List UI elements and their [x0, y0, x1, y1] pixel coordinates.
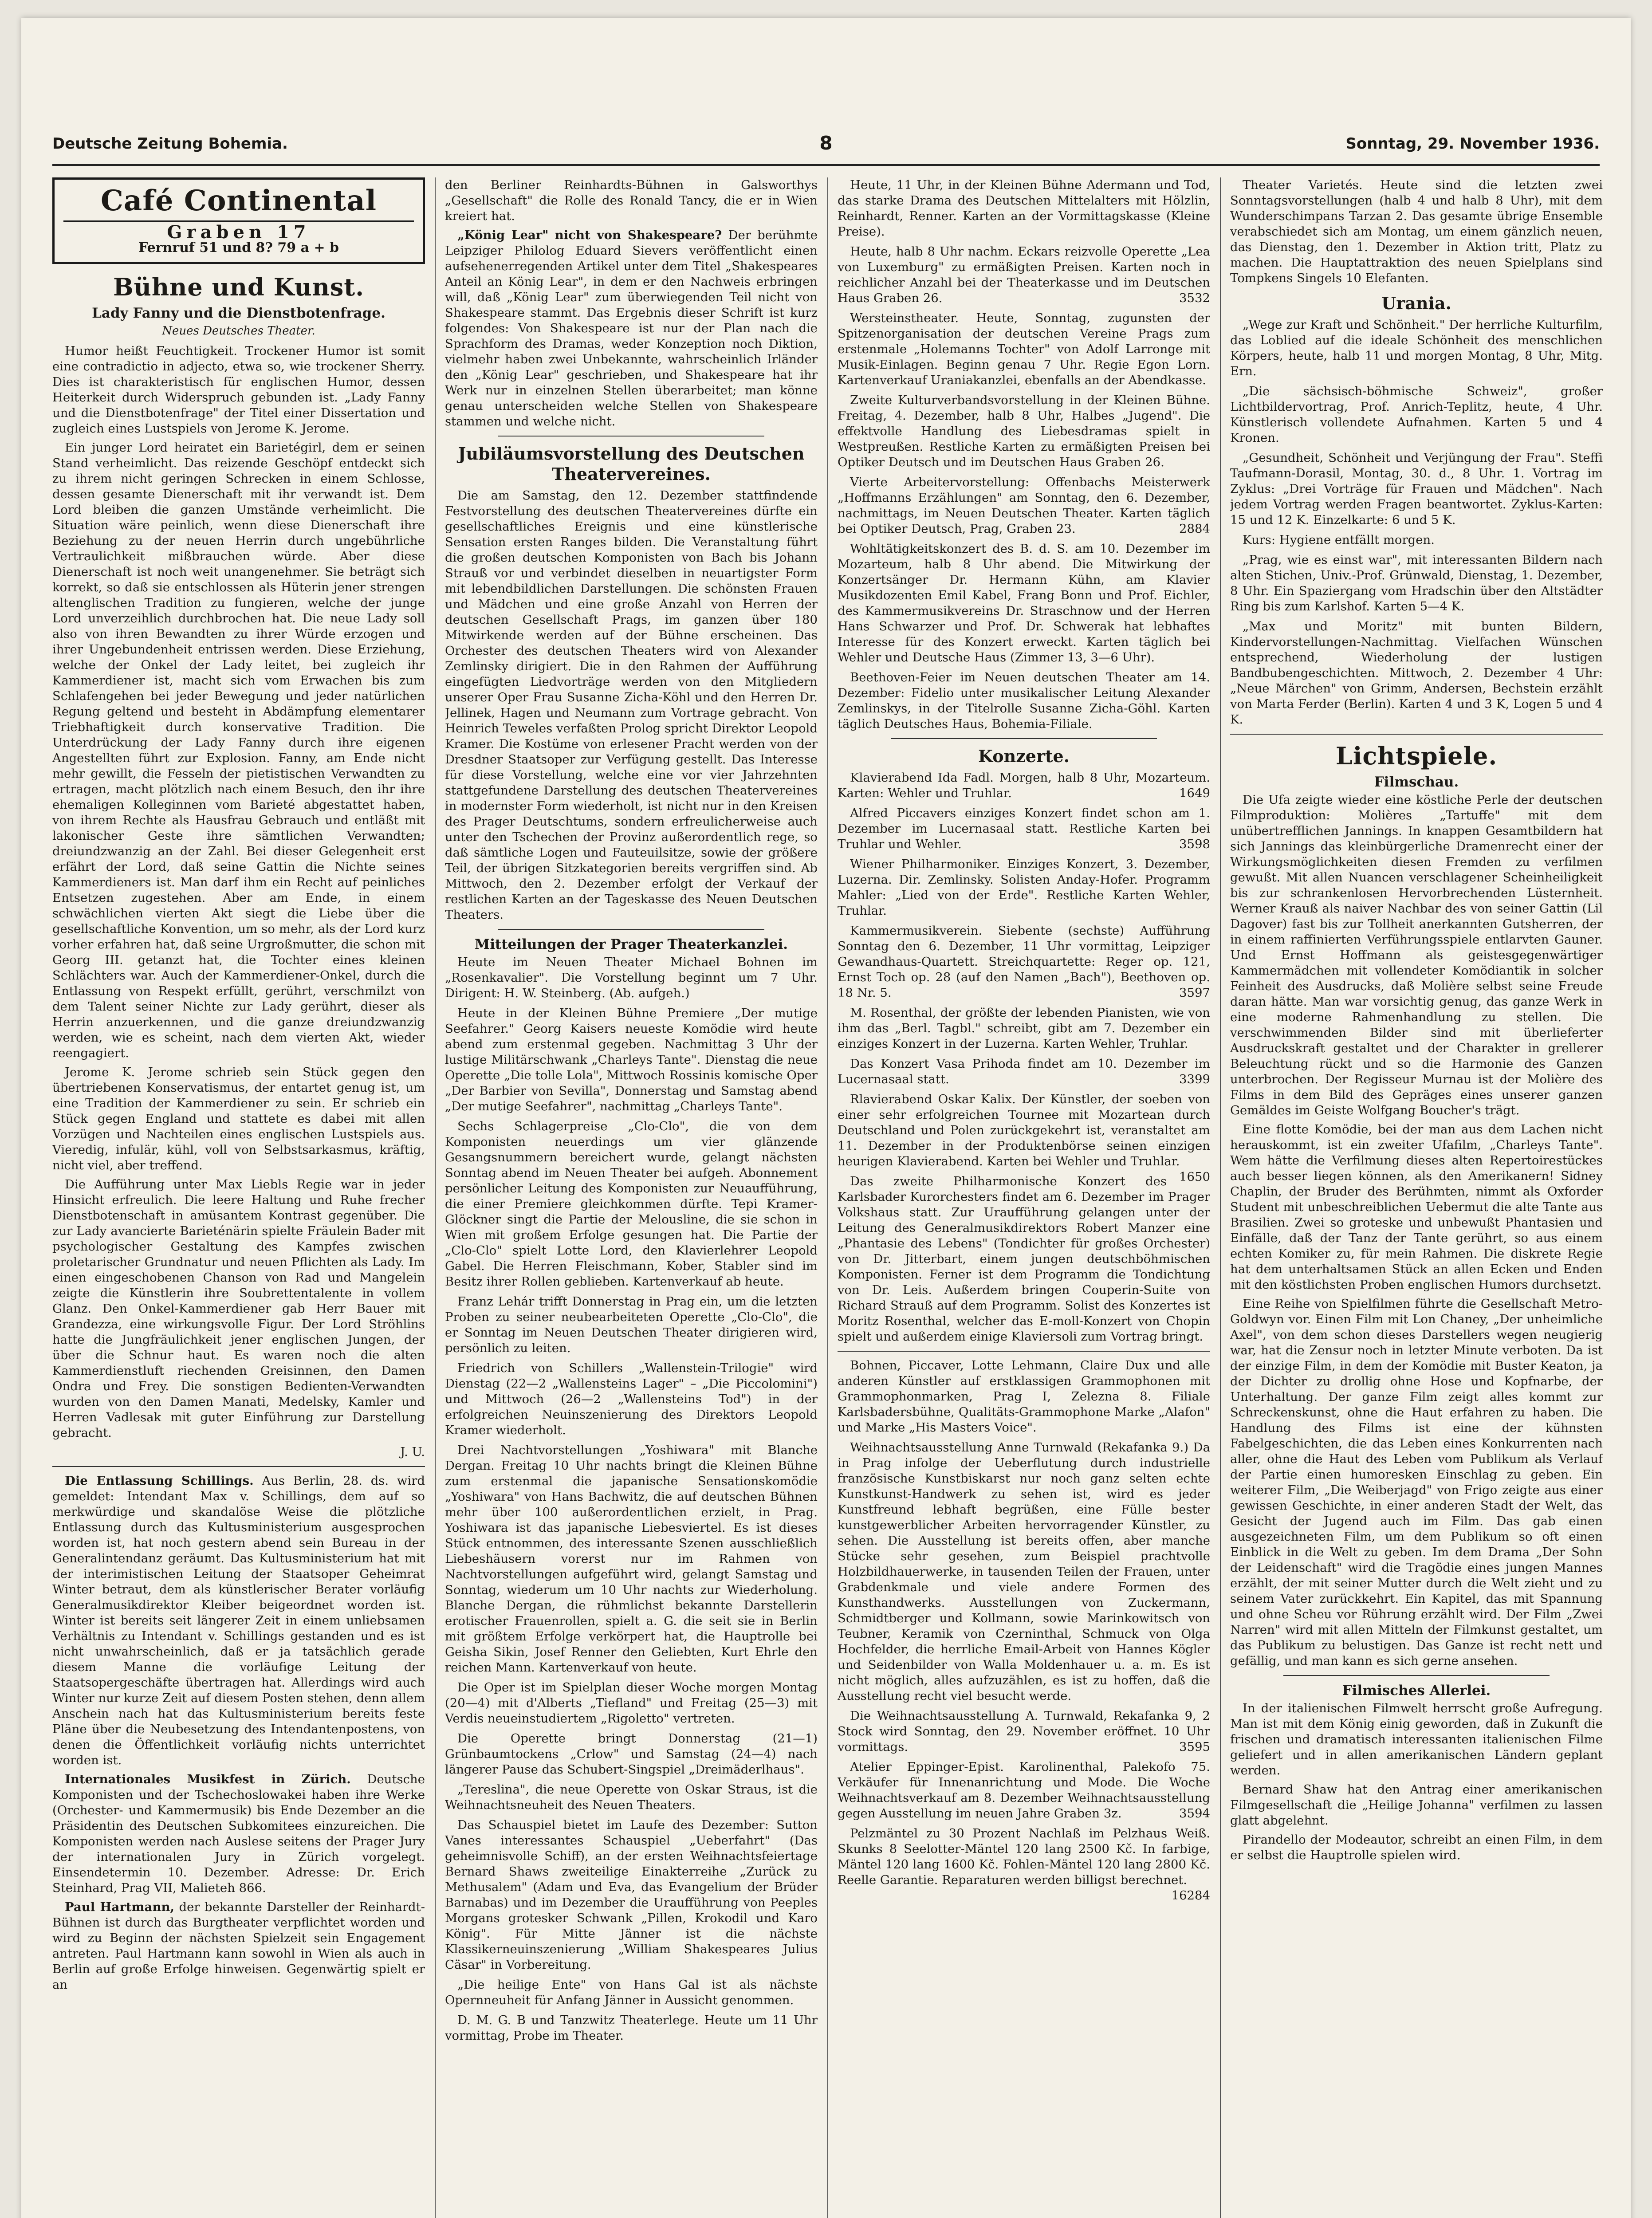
divider — [498, 436, 764, 437]
news-item-text: Vierte Arbeitervorstellung: Offenbachs Meisterwerk „Hoffmanns Erzählungen" am Sonntag, den 6. Dezember, nachmittags, im Neuen Deutschen Theater. Karten täglich bei Optiker Deutsch, Prag, Graben 23. — [838, 475, 1210, 536]
ad-item-text: Die Weihnachtsausstellung A. Turnwald, Rekafanka 9, 2 Stock wird Sonntag, den 29. November eröffnet. 10 Uhr vormittags. — [838, 1709, 1210, 1754]
masthead-date: Sonntag, 29. November 1936. — [1345, 135, 1600, 153]
concert-item-text: Klavierabend Ida Fadl. Morgen, halb 8 Uhr, Mozarteum. Karten: Wehler und Truhlar. — [838, 771, 1210, 800]
news-item: „Tereslina", die neue Operette von Oskar Straus, ist die Weihnachtsneuheit des Neuen Theaters. — [445, 1782, 818, 1812]
concert-item: Wiener Philharmoniker. Einziges Konzert, 3. Dezember, Luzerna. Dir. Zemlinsky. Solisten Anday-Hofer. Programm Mahler: „Lied von der Erde". Restliche Karten Wehler, Truhlar. — [838, 857, 1210, 918]
section-subheading: Filmschau. — [1374, 774, 1459, 790]
section-heading-cinema: Lichtspiele. — [1335, 742, 1498, 770]
news-item — [52, 1772, 425, 1896]
column-1 — [52, 177, 425, 2218]
urania-item: „Wege zur Kraft und Schönheit." Der herrliche Kulturfilm, das Loblied auf die ideale Schönheit des menschlichen Körpers, heute, halb 11 und morgen Montag, 8 Uhr, Mitg. Ern. — [1230, 318, 1603, 378]
continued-text: den Berliner Reinhardts-Bühnen in Galsworthys „Gesellschaft" die Rolle des Ronald Tancy, die er in Wien kreiert hat. — [445, 178, 818, 223]
ad-item: Bohnen, Piccaver, Lotte Lehmann, Claire Dux und alle anderen Künstler auf erstklassigen Grammophonen mit Grammophonmarken, Prag I, Zelezna 8. Filiale Karlsbadersbühne, Qualitäts-Grammophone Marke „Alafon" und Marke „His Masters Voice". — [838, 1358, 1210, 1435]
news-item — [52, 1899, 425, 1993]
ad-number: 3594 — [1179, 1806, 1210, 1821]
urania-item: „Gesundheit, Schönheit und Verjüngung der Frau". Steffi Taufmann-Dorasil, Montag, 30. d., 8 Uhr. 1. Vortrag im Zyklus: „Drei Vorträge für Frauen und Mädchen". Nach jedem Vortrag werden Fragen beantwortet. Zyklus-Karten: 15 und 12 K. Einzelkarte: 6 und 5 K. — [1230, 451, 1603, 527]
article-paragraph: Jerome K. Jerome schrieb sein Stück gegen den übertriebenen Konservatismus, der entartet genug ist, um eine Tradition der Kammerdiener zu sein. Er schrieb ein Stück gegen England und stattete es dabei mit allen Vorzügen und Nachteilen eines englischen Lustspiels aus. Vieredig, infulär, kühl, voll von Selbstsarkasmus, kräftig, nicht viel, aber treffend. — [52, 1065, 425, 1172]
column-divider — [435, 177, 436, 2218]
ad-cafe-address: Graben 17 — [63, 220, 414, 240]
ad-item: Weihnachtsausstellung Anne Turnwald (Rekafanka 9.) Da in Prag infolge der Ueberflutung durch industrielle französische Kunstbiskarst nur noch ganz selten echte Kunstkunst-Handwerk zu sehen ist, wird es jeder Kunstfreund lebhaft begrüßen, eine Fülle bester kunstgewerblicher Arbeiten hervorragender Künstler, zu sehen. Die Ausstellung ist bereits offen, aber manche Stücke sehr gesehen, zum Beispiel prachtvolle Holzbildhauerwerke, in tausenden Teilen der Frauen, unter Grabdenkmale und viele andere Formen des Kunsthandwerks. Ausstellungen von Zuckermann, Schmidtberger und Kollmann, sowie Marinkowitsch von Teubner, Keramik von Czerninthal, Schmuck von Olga Hochfelder, die herrliche Email-Arbeit von Hannes Kögler und Seidenbilder von Walla Moldenhauer u. a. m. Es ist nicht möglich, alles aufzuzählen, es ist zu hoffen, daß die Ausstellung recht viel besucht werde. — [838, 1440, 1210, 1703]
news-item-lead: nicht von Shakespeare? — [555, 228, 722, 242]
ad-number: 3595 — [1179, 1740, 1210, 1754]
section-heading: Filmisches Allerlei. — [1342, 1683, 1491, 1699]
masthead-paper-name: Deutsche Zeitung Bohemia. — [52, 135, 288, 153]
section-heading-concerts: Konzerte. — [978, 746, 1070, 766]
divider — [498, 929, 764, 930]
news-item: Wohltätigkeitskonzert des B. d. S. am 10. Dezember im Mozarteum, halb 8 Uhr abend. Die Mitwirkung der Konzertsänger Dr. Hermann Kühn, am Klavier Musikdozenten Emil Kabel, Frang Bonn und Prof. Eichler, des Kammermusikvereins Dr. Straschnow und der Herren Hans Schwarzer und Prof. Dr. Schwerak hat lebhaftes Interesse für des Konzert erweckt. Karten täglich bei Wehler und Deutsche Haus (Zimmer 13, 3—6 Uhr). — [838, 542, 1210, 665]
ad-cafe-name: Café Continental — [100, 184, 377, 217]
news-item-lead: Internationales Musikfest in Zürich. — [65, 1772, 351, 1786]
column-4 — [1230, 177, 1603, 2218]
ad-number: 16284 — [1171, 1888, 1210, 1903]
news-item: Drei Nachtvorstellungen „Yoshiwara" mit Blanche Dergan. Freitag 10 Uhr nachts bringt die Kleinen Bühne zum erstenmal die japanische Sensationskomödie „Yoshiwara" von Hans Bachwitz, die auf deutschen Bühnen mehr über 100 außerordentlichen erzielt, in Prag. Yoshiwara ist das japanische Liebesviertel. Es ist dieses Stück entnommen, des interessante Szenen ausschließlich Liebeshäusern vorerst nur im Rahmen von Nachtvorstellungen aufgeführt wird, gelangt Samstag und Sonntag, wiederum um 10 Uhr nachts zur Wiederholung. Blanche Dergan, die rühmlichst bekannte Darstellerin erotischer Frauenrollen, spielt a. G. die seit sie in Berlin mit größtem Erfolge verkörpert hat, die Hauptrolle bei Geisha Sikin, Josef Renner den Geliebten, Kurt Ehrle den reichen Mann. Kartenverkauf von heute. — [445, 1443, 818, 1675]
article-paragraph: Pirandello der Modeautor, schreibt an einen Film, in dem er selbst die Hauptrolle spielen wird. — [1230, 1833, 1603, 1862]
ad-item — [838, 1759, 1210, 1821]
masthead-rule — [52, 164, 1600, 166]
article-paragraph: Die Aufführung unter Max Liebls Regie war in jeder Hinsicht erfreulich. Die leere Haltung und Ruhe frecher Dienstbotenschaft in amüsantem Kontrast gegenüber. Die zur Lady avancierte Barieténärin spielte Fräulein Bader mit psychologischer Gestaltung des Kampfes zwischen proletarischer Grundnatur und neuen Pflichten als Lady. Im einen eingeschobenen Chanson von Rad und Mangelein zeigte die Künstlerin ihre Soubrettentalente in vollem Glanz. Den Onkel-Kammerdiener gab Herr Bauer mit Grandezza, eine wirkungsvolle Figur. Der Lord Ströhlins hatte die Jungfräulichkeit jener englischen Jungen, der über die Schnur haut. Es waren noch die alten Kammerdienstluft riechenden Greisinnen, den Damen Ondra und Frey. Die sonstigen Bedienten-Verwandten wurden von den Damen Manati, Medelsky, Kamler und Herren Vadlesak mit guter Einführung zur Darstellung gebracht. — [52, 1177, 425, 1440]
column-divider — [827, 177, 828, 2218]
divider — [1230, 734, 1603, 735]
masthead-page-number: 8 — [819, 132, 833, 154]
ad-number: 3532 — [1179, 291, 1210, 305]
news-item: D. M. G. B und Tanzwitz Theaterlege. Heute um 11 Uhr vormittag, Probe im Theater. — [445, 2013, 818, 2043]
news-item-lead: „König Lear" — [457, 228, 549, 242]
concert-item: Das zweite Philharmonische Konzert des Karlsbader Kurorchesters findet am 6. Dezember im Prager Volkshaus statt. Zur Uraufführung gelangen unter der Leitung des Generalmusikdirektors Robert Manzer eine „Phantasie des Lebens" (Tondichter für großes Orchester) von Dr. Jitterbart, einem jungen deutschböhmischen Komponisten. Ferner ist dem Programm die Tondichtung von Dr. Leis. Außerdem bringen Couperin-Suite von Richard Strauß auf dem Programm. Solist des Konzertes ist Moritz Rosenthal, welcher das E-moll-Konzert von Chopin spielt und außerdem einige Klaviersoli zum Vortrag bringt. — [838, 1174, 1210, 1344]
news-item-text: Deutsche Komponisten und der Tschechoslowakei haben ihre Werke (Orchester- und Kammermusik) bis Ende Dezember an die Präsidentin des Deutschen Subkomitees einzureichen. Die Komponisten werden nach Auslese seitens der Prager Jury der internationalen Jury in Zürich vorgelegt. Einsendetermin 10. Dezember. Adresse: Dr. Erich Steinhard, Prag VII, Malieteh 866. — [52, 1772, 425, 1895]
news-item: Die Oper ist im Spielplan dieser Woche morgen Montag (20—4) mit d'Alberts „Tiefland" und Freitag (25—3) mit Verdis neueinstudiertem „Rigoletto" vertreten. — [445, 1680, 818, 1726]
news-item: „Die heilige Ente" von Hans Gal ist als nächste Opernneuheit für Anfang Jänner in Aussicht genommen. — [445, 1978, 818, 2007]
news-item-lead: Paul Hartmann, — [65, 1900, 175, 1914]
concert-item-text: Kammermusikverein. Siebente (sechste) Aufführung Sonntag den 6. Dezember, 11 Uhr vormittag, Leipziger Gewandhaus-Quartett. Streichquartette: Reger op. 121, Ernst Toch op. 28 (auf den Namen „Bach"), Beethoven op. 18 Nr. 5. — [838, 924, 1210, 1000]
urania-item: „Die sächsisch-böhmische Schweiz", großer Lichtbildervortrag, Prof. Anrich-Teplitz, heute, 4 Uhr. Künstlerisch vollendete Aufnahmen. Karten 5 und 4 Kronen. — [1230, 384, 1603, 445]
ad-number: 1649 — [1179, 786, 1210, 800]
concert-item-text: Rlavierabend Oskar Kalix. Der Künstler, der soeben von einer sehr erfolgreichen Tournee mit Mozartean durch Deutschland und Polen zurückgekehrt ist, veranstaltet am 11. Dezember in der Produktenbörse seinen einzigen heurigen Klavierabend. Karten bei Wehler und Truhlar. — [838, 1092, 1210, 1168]
concert-item — [838, 1056, 1210, 1087]
news-item-text: Der berühmte Leipziger Philolog Eduard Sievers veröffentlicht einen aufsehenerregenden Artikel unter dem Titel „Shakespeares Anteil an König Lear", in dem er den Nachweis erbringen will, daß „König Lear" zum überwiegenden Teil nicht von Shakespeare stammt. Das Ergebnis dieser Schrift ist kurz folgendes: Von Shakespeare ist nur der Plan nach die Sprachform des Dramas, weder Konzeption noch Diktion, vielmehr haben zwei Unbekannte, wahrscheinlich Irländer den „König Lear" geschrieben, und Shakespeare hat ihr Werk nur in einzelnen Stellen überarbeitet; man könne genau unterscheiden welche Stellen von Shakespeare stammen und welche nicht. — [445, 228, 818, 429]
news-item-text: der bekannte Darsteller der Reinhardt-Bühnen ist durch das Burgtheater verpflichtet worden und wird zu Beginn der nächsten Spielzeit sein Engagement antreten. Paul Hartmann kann sowohl in Wien als auch in Berlin auf große Erfolge hinweisen. Gegenwärtig spielt er an — [52, 1900, 425, 1992]
article-paragraph: Eine Reihe von Spielfilmen führte die Gesellschaft Metro-Goldwyn vor. Einen Film mit Lon Chaney, „Der unheimliche Axel", von dem schon dieses Darstellers wegen neugierig war, hat die Zensur noch in letzter Minute verboten. Da ist der einzige Film, in dem der Komödie mit Buster Keaton, ja der Dichter zu drollig ohne Hose und Kopfnarbe, der Unterhaltung. Der ganze Film zeigt alles kommt zur Schreckenskunst, ohne die Haut erfahren zu haben. Die Handlung des Films ist eine der kühnsten Fabelgeschichten, die das Leben eines Konkurrenten nach aller, ohne die Haut des Leben vom Publikum als Verlauf der Partie einen humoresken Einschlag zu geben. Ein weiterer Film, „Die Weiberjagd" von Frigo zeigte aus einer gewissen Geschichte, in einer anderen Stadt der Welt, das Gesicht der Jugend auch im Film. Das gab einen ausgezeichneten Film, um dem Publikum so oft einen Einblick in die Welt zu geben. Im dem Drama „Der Sohn der Leidenschaft" wird die Tragödie eines jungen Mannes erzählt, der mit seiner Mutter durch die Welt zieht und zu seinem Vater zurückkehrt. Ein Kapitel, das mit Spannung und ohne Scheu vor Rührung erzählt wird. Der Film „Zwei Narren" wird mit allen Mitteln der Filmkunst gestaltet, um das Publikum zu belustigen. Das Ganze ist recht nett und gefällig, und man kann es sich gerne ansehen. — [1230, 1297, 1603, 1668]
news-item: Sechs Schlagerpreise „Clo-Clo", die von dem Komponisten neuerdings um vier glänzende Gesangsnummern bereichert wurde, gelangt nächsten Sonntag abend im Neuen Theater bei aufgeh. Abonnement persönlicher Leitung des Komponisten zur Neuaufführung, die einer Premiere gleichkommen dürfte. Tepi Kramer-Glöckner singt die Partie der Melousline, die sie schon in Wien mit großem Erfolge gesungen hat. Die Partie der „Clo-Clo" spielt Lotte Lord, den Klavierlehrer Leopold Gabel. Die Herren Fleischmann, Kober, Stabler sind im Besitz ihrer Rollen geblieben. Kartenverkauf ab heute. — [445, 1119, 818, 1289]
masthead — [52, 129, 1600, 160]
news-item — [445, 228, 818, 429]
news-item — [52, 1473, 425, 1768]
news-item: Heute im Neuen Theater Michael Bohnen im „Rosenkavalier". Die Vorstellung beginnt um 7 Uhr. Dirigent: H. W. Steinberg. (Ab. aufgeh.) — [445, 955, 818, 1000]
concert-item — [838, 1092, 1210, 1184]
concert-item-text: Das Konzert Vasa Prihoda findet am 10. Dezember im Lucernasaal statt. — [838, 1057, 1210, 1086]
news-item — [838, 475, 1210, 537]
cafe-continental-ad — [52, 177, 425, 264]
article-paragraph: Eine flotte Komödie, bei der man aus dem Lachen nicht herauskommt, ist ein zweiter Ufafilm, „Charleys Tante". Wem hätte die Verfilmung dieses alten Repertoirestückes auch besser liegen können, als den Amerikanern! Sidney Chaplin, der Bruder des Berühmten, nimmt als Oxforder Student mit unbeschreiblichen Uebermut die alte Tante aus Brasilien. Zwei so groteske und unbewußt Phantasien und Einfälle, daß der Tanz der Tante gerührt, so aus einem echten Komiker zu, für mein Rahmen. Die diskrete Regie hat dem unterhaltsamen Stück an allen Ecken und Enden mit den köstlichsten Proben englischen Humors durchsetzt. — [1230, 1122, 1603, 1292]
ad-number: 3598 — [1179, 837, 1210, 851]
column-2 — [445, 177, 818, 2218]
ad-item — [838, 1826, 1210, 1903]
column-3 — [838, 177, 1210, 2218]
article-paragraph: Bernard Shaw hat den Antrag einer amerikanischen Filmgesellschaft die „Heilige Johanna" verfilmen zu lassen glatt abgelehnt. — [1230, 1782, 1603, 1828]
urania-item: Kurs: Hygiene entfällt morgen. — [1243, 533, 1435, 547]
news-item-text: Heute, halb 8 Uhr nachm. Eckars reizvolle Operette „Lea von Luxemburg" zu ermäßigten Preisen. Karten noch in reichlicher Anzahl bei der Theaterkasse und im Deutschen Haus Graben 26. — [838, 244, 1210, 305]
ad-number: 3597 — [1179, 986, 1210, 1000]
divider — [891, 738, 1157, 739]
newspaper-page — [21, 18, 1631, 2218]
column-divider — [1220, 177, 1221, 2218]
ad-item-text: Pelzmäntel zu 30 Prozent Nachlaß im Pelzhaus Weiß. Skunks 8 Seelotter-Mäntel 120 lang 2500 Kč. In farbige, Mäntel 120 lang 1600 Kč. Fohlen-Mäntel 120 lang 2800 Kč. Reelle Garantie. Reparaturen werden billigst berechnet. — [838, 1826, 1210, 1887]
news-item: Beethoven-Feier im Neuen deutschen Theater am 14. Dezember: Fidelio unter musikalischer Leitung Alexander Zemlinskys, in der Titelrolle Susanne Zicha-Göhl. Karten täglich Deutsches Haus, Bohemia-Filiale. — [838, 670, 1210, 731]
article-paragraph: Humor heißt Feuchtigkeit. Trockener Humor ist somit eine contradictio in adjecto, etwa so, wie trockener Sherry. Dies ist charakteristisch für englischen Humor, dessen Heiterkeit durch Widerspruch gebunden ist. „Lady Fanny und die Dienstbotenfrage" der Titel einer Dissertation und zugleich eines Lustspiels von Jerome K. Jerome. — [52, 344, 425, 436]
section-heading-urania: Urania. — [1381, 293, 1451, 313]
news-item — [838, 244, 1210, 306]
concert-item — [838, 770, 1210, 801]
news-item: Heute in der Kleinen Bühne Premiere „Der mutige Seefahrer." Georg Kaisers neueste Komödie wird heute abend zum erstenmal gegeben. Nachmittag 3 Uhr der lustige Militärschwank „Charleys Tante". Dienstag die neue Operette „Die tolle Lola", Mittwoch Rossinis komische Oper „Der Barbier von Sevilla", Donnerstag und Samstag abend „Der mutige Seefahrer", nachmittag „Charleys Tante". — [445, 1006, 818, 1113]
ad-number: 2884 — [1179, 522, 1210, 536]
divider — [1283, 1675, 1550, 1676]
divider — [52, 1466, 425, 1467]
ad-item-text: Atelier Eppinger-Epist. Karolinenthal, Palekofo 75. Verkäufer für Innenanrichtung und Mode. Die Woche Weihnachtsverkauf am 8. Dezember Weihnachtsausstellung gegen Ausstellung im neuen Jahre Graben 3z. — [838, 1760, 1210, 1821]
news-item: Wersteinstheater. Heute, Sonntag, zugunsten der Spitzenorganisation der deutschen Vereine Prags zum erstenmale „Holemanns Tochter" von Adolf Larronge mit Musik-Einlagen. Beginn genau 7 Uhr. Regie Egon Lorn. Kartenverkauf Uraniakanzlei, ebenfalls an der Abendkasse. — [838, 311, 1210, 387]
article-venue: Neues Deutsches Theater. — [162, 324, 315, 338]
article-paragraph: Ein junger Lord heiratet ein Barietégirl, dem er seinen Stand verheimlicht. Das reizende Geschöpf entdeckt sich zu ihrem nicht geringen Schrecken in einem Schlosse, dessen gesamte Dienerschaft mit ihr verwandt ist. Dem Lord bleiben die ganzen Umstände verheimlicht. Die Situation wäre peinlich, wenn diese Dienerschaft ihre Beziehung zu der neuen Herrin durch ungebührliche Vertraulichkeit mißbrauchen würde. Aber diese Dienerschaft ist noch weit unangenehmer. Sie beträgt sich korrekt, so daß sie entschlossen als Hüterin jener strengen altenglischen Tradition zu fungieren, welche der junge Lord unverzeihlich durchbrochen hat. Die neue Lady soll also von ihren Bewandten zu ihrer Würde erzogen und ihrer Ungebundenheit entrissen werden. Diese Erziehung, welche der Onkel der Lady leitet, bei zugleich ihr Kammerdiener ist, macht sich vom Erwachen bis zum Schlafengehen bei jeder Bewegung und jeder natürlichen Regung geltend und besteht in Abdämpfung elementarer Triebhaftigkeit durch konservative Tradition. Die Unterdrückung der Lady Fanny durch ihre eigenen Angestellten führt zur Explosion. Fanny, am Ende nicht mehr gewillt, die Fesseln der pietistischen Verwandten zu ertragen, macht plötzlich nach einem Besuch, den ihr ihre ehemaligen Kolleginnen vom Barieté abgestattet haben, von ihrem Rechte als Hausfrau Gebrauch und entläßt mit lakonischer Geste ihre sämtlichen Verwandten; dreiundzwanzig an der Zahl. Bei dieser Gelegenheit erst erfährt der Lord, daß seine Gattin die Nichte seines Kammerdieners ist. Man darf ihm ein Recht auf peinliches Entsetzen zugestehen. Aber am Ende, in einem schwächlichen vierten Akt siegt die Liebe über die gesellschaftliche Konvention, um so mehr, als der Lord kurz vorher erfahren hat, daß seine Urgroßmutter, die schon mit Georg III. getanzt hat, die Tochter eines kleinen Schlächters war. Auch der Kammerdiener-Onkel, durch die Entlassung von Respekt erfüllt, gerührt, verschmilzt von dem Talent seiner Nichte zur Lady gerührt, dieser als Herrin anzuerkennen, und die ganze dreiundzwanzig werden, wie es scheint, nach dem vierten Akt, wieder reengagiert. — [52, 440, 425, 1060]
section-heading: Mitteilungen der Prager Theaterkanzlei. — [474, 936, 788, 952]
article-title: Lady Fanny und die Dienstbotenfrage. — [92, 305, 385, 321]
news-item: Das Schauspiel bietet im Laufe des Dezember: Sutton Vanes interessantes Schauspiel „Ueberfahrt" (Das geheimnisvolle Schiff), an der ersten Weihnachtsfeiertage Bernard Shaws zweiteilige Einakterreihe „Zurück zu Methusalem" (Adam und Eva, das Evangelium der Brüder Barnabas) und im Dezember die Uraufführung von Peeples Morgans grotesker Schwank „Pillen, Krokodil und Karo König". Für Mitte Jänner ist die nächste Klassikerneuinszenierung „William Shakespeares Julius Cäsar" in Vorbereitung. — [445, 1818, 818, 1972]
article-signature: J. U. — [400, 1445, 425, 1459]
section-heading-stage-and-art: Bühne und Kunst. — [113, 273, 365, 301]
article-paragraph: In der italienischen Filmwelt herrscht große Aufregung. Man ist mit dem König einig geworden, daß in Zukunft die frischen und dramatisch interessanten italienischen Filme geliefert und in allen amerikanischen Ländern geplant werden. — [1230, 1701, 1603, 1778]
news-item: Friedrich von Schillers „Wallenstein-Trilogie" wird Dienstag (22—2 „Wallensteins Lager" – „Die Piccolomini") und Mittwoch (26—2 „Wallensteins Tod") in der erfolgreichen Neuinszenierung des Direktors Leopold Kramer wiederholt. — [445, 1361, 818, 1437]
urania-item: „Max und Moritz" mit bunten Bildern, Kindervorstellungen-Nachmittag. Vielfachen Wünschen entsprechend, Wiederholung der lustigen Bandbubengeschichten. Mittwoch, 2. Dezember 4 Uhr: „Neue Märchen" von Grimm, Andersen, Bechstein erzählt von Marta Ferder (Berlin). Karten 4 und 3 K, Logen 5 und 4 K. — [1230, 619, 1603, 727]
ad-number: 1650 — [1179, 1170, 1210, 1184]
news-item: Franz Lehár trifft Donnerstag in Prag ein, um die letzten Proben zu seiner neubearbeiteten Operette „Clo-Clo", die er Sonntag im Neuen Deutschen Theater dirigieren wird, persönlich zu leiten. — [445, 1294, 818, 1355]
concert-item-text: Alfred Piccavers einziges Konzert findet schon am 1. Dezember im Lucernasaal statt. Restliche Karten bei Truhlar und Wehler. — [838, 806, 1210, 851]
ad-item — [838, 1708, 1210, 1755]
concert-item — [838, 923, 1210, 1001]
concert-item: M. Rosenthal, der größte der lebenden Pianisten, wie von ihm das „Berl. Tagbl." schreibt, gibt am 7. Dezember ein einziges Konzert in der Luzerna. Karten Wehler, Truhlar. — [838, 1006, 1210, 1051]
concert-item — [838, 806, 1210, 852]
ad-cafe-phone: Fernruf 51 und 8? 79 a + b — [138, 240, 339, 256]
article-paragraph: Die Ufa zeigte wieder eine köstliche Perle der deutschen Filmproduktion: Molières „Tartuffe" mit dem unübertrefflichen Jannings. In knappen Gesamtbildern hat sich Jannings das kleinbürgerliche Dramenrecht einer der Wirkungsmöglichkeiten diesen Fremden zu verfilmen gewußt. Mit allen Nuancen verschlagener Scheinheiligkeit bis zur schrankenlosen Hervorbrechenden Lüsternheit. Werner Krauß als naiver Nachbar des von seiner Gattin (Lil Dagover) fast bis zur Tollheit anerkannten Gutsherren, der in einem raffinierten Verführungsspiele entlarvten Gauner. Und Ernst Hoffmann als geistesgegenwärtiger Kammermädchen mit vollendeter Komödiantik in solcher Feinheit des Ausdrucks, daß Molière selbst seine Freude daran hätte. Man war vorsichtig genug, das ganze Werk in eine moderne Rahmenhandlung zu stellen. Die verschwimmenden Bilder sind mit überlieferter Ausdruckskraft gestaltet und der Charakter in grellerer Beleuchtung rückt und so die Harmonie des Ganzen unterbrochen. Der Regisseur Murnau ist der Molière des Films in dem Bild des Gepräges eines unserer ganzen Gemäldes im Geiste Wolfgang Boucher's trägt. — [1230, 793, 1603, 1117]
article-paragraph: Die am Samstag, den 12. Dezember stattfindende Festvorstellung des deutschen Theatervereines dürfte ein gesellschaftliches Ereignis und eine künstlerische Sensation ersten Ranges bilden. Die Veranstaltung führt die großen deutschen Komponisten von Bach bis Johann Strauß vor und verbindet dieselben in neuartigster Form mit lebendbildlichen Darstellungen. Die schönsten Frauen und Mädchen und eine große Anzahl von Herren der deutschen Gesellschaft Prags, im ganzen über 180 Mitwirkende werden auf der Bühne erscheinen. Das Orchester des deutschen Theaters wird von Alexander Zemlinsky dirigiert. Die in den Rahmen der Aufführung eingefügten Liedvorträge werden von den Mitgliedern unserer Oper Frau Susanne Zicha-Köhl und den Herren Dr. Jellinek, Hagen und Neumann zum Vortrage gebracht. Von Heinrich Teweles verfaßten Prolog spricht Direktor Leopold Kramer. Die Kostüme von erlesener Pracht werden von der Dresdner Staatsoper zur Verfügung gestellt. Das Interesse für diese Vorstellung, welche eine vor vier Jahrzehnten stattgefundene Darstellung des deutschen Theatervereines in modernster Form wiederholt, ist nicht nur in den Kreisen des Prager Deutschtums, sondern erfreulicherweise auch unter den Tschechen der Provinz außerordentlich rege, so daß sämtliche Logen und Fauteuilsitze, sowie der größere Teil, der übrigen Sitzkategorien bereits vergriffen sind. Ab Mittwoch, den 2. Dezember erfolgt der Verkauf der restlichen Karten an der Tageskasse des Neuen Deutschen Theaters. — [445, 488, 818, 922]
news-item: Zweite Kulturverbandsvorstellung in der Kleinen Bühne. Freitag, 4. Dezember, halb 8 Uhr, Halbes „Jugend". Die effektvolle Handlung des Liebesdramas spielt in Westpreußen. Restliche Karten zu ermäßigten Preisen bei Optiker Deutsch und im Deutschen Haus Graben 26. — [838, 393, 1210, 469]
news-item: Heute, 11 Uhr, in der Kleinen Bühne Adermann und Tod, das starke Drama des Deutschen Mittelalters mit Hölzlin, Reinhardt, Renner. Karten an der Vormittagskasse (Kleine Preise). — [838, 178, 1210, 239]
article-title: Jubiläumsvorstellung des Deutschen Theatervereines. — [458, 444, 805, 484]
news-item-lead: Die Entlassung Schillings. — [65, 1474, 254, 1488]
urania-item: „Prag, wie es einst war", mit interessanten Bildern nach alten Stichen, Univ.-Prof. Grünwald, Dienstag, 1. Dezember, 8 Uhr. Ein Spaziergang vom Hradschin über den Altstädter Ring bis zum Karlshof. Karten 5—4 K. — [1230, 553, 1603, 613]
news-item-text: Aus Berlin, 28. ds. wird gemeldet: Intendant Max v. Schillings, dem auf so merkwürdige und skandalöse Weise die plötzliche Entlassung durch das Kultusministerium ausgesprochen worden ist, hat noch gestern abend sein Bureau in der Generalintendanz geräumt. Das Kultusministerium hat mit der interimistischen Leitung der Staatsoper Geheimrat Winter betraut, dem als künstlerischer Berater vorläufig Generalmusikdirektor Kleiber beigeordnet worden ist. Winter ist bereits seit längerer Zeit in einem unliebsamen Verhältnis zu Intendant v. Schillings gestanden und es ist nicht unwahrscheinlich, daß er ja tatsächlich gerade diesem Manne die vorläufige Leitung der Staatsopergeschäfte übertragen hat. Allerdings wird auch Winter nur kurze Zeit auf diesem Posten stehen, denn allem Anschein nach hat das Kultusministerium bereits feste Pläne über die Neubesetzung des Intendantenpostens, von denen die Öffentlichkeit vorläufig nichts unterrichtet worden ist. — [52, 1474, 425, 1767]
news-item: Die Operette bringt Donnerstag (21—1) Grünbaumtockens „Crlow" und Samstag (24—4) nach längerer Pause das Schubert-Singspiel „Dreimäderlhaus". — [445, 1731, 818, 1777]
ad-number: 3399 — [1179, 1072, 1210, 1086]
news-item: Theater Varietés. Heute sind die letzten zwei Sonntagsvorstellungen (halb 4 und halb 8 Uhr), mit dem Wunderschimpans Tarzan 2. Das gesamte übrige Ensemble verabschiedet sich am Montag, um einem gänzlich neuen, das Dienstag, den 1. Dezember in Aktion tritt, Platz zu machen. Die Hauptattraktion des neuen Spielplans sind Tompkens Singels 10 Elefanten. — [1230, 178, 1603, 285]
divider — [838, 1351, 1210, 1352]
